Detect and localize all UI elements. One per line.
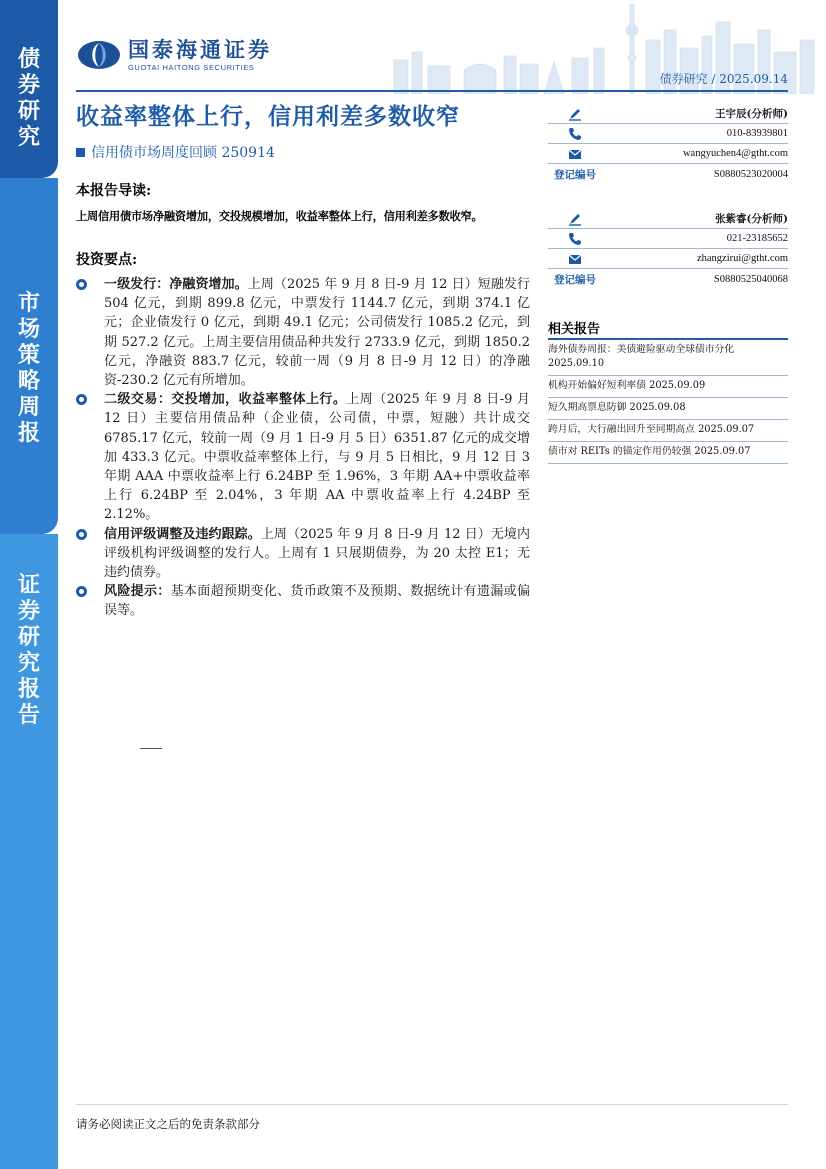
analyst-email[interactable]: zhangzirui@gtht.com: [696, 253, 788, 264]
registration-number: S0880523020004: [713, 168, 788, 180]
header-divider: [76, 90, 788, 92]
analyst-phone: 021-23185652: [726, 233, 788, 244]
intro-text: 上周信用债市场净融资增加，交投规模增加，收益率整体上行，信用利差多数收窄。: [76, 209, 483, 223]
point-risk-warning: [76, 582, 530, 620]
points-heading: 投资要点:: [76, 252, 138, 268]
analyst-phone-row: [548, 229, 788, 249]
footer-divider: [76, 1104, 788, 1105]
circle-bullet-icon: [76, 529, 87, 540]
sidebar-block-market-strategy: [0, 178, 58, 534]
point-primary-issuance: [76, 275, 530, 390]
point-head: 一级发行：净融资增加。: [104, 277, 248, 292]
sidebar-block-research-report: [0, 534, 58, 1169]
related-report-item[interactable]: 跨月后，大行融出回升至同期高点 2025.09.07: [548, 420, 788, 442]
pen-icon: [568, 107, 582, 121]
phone-icon: [568, 232, 582, 246]
analyst-email-row: [548, 249, 788, 269]
sidebar-label-research-report: 证券研究报告: [17, 572, 40, 728]
point-head: 风险提示：: [104, 584, 171, 600]
analyst-name: 王宇辰(分析师): [715, 108, 788, 120]
report-subtitle-text: 信用债市场周度回顾 250914: [91, 145, 275, 161]
intro-heading: 本报告导读:: [76, 183, 152, 199]
related-reports-list: [548, 338, 788, 464]
sidebar-block-bond-research: [0, 0, 58, 178]
point-body: 基本面超预期变化、货币政策不及预期、数据统计有遗漏或偏误等。: [104, 584, 530, 619]
sidebar-label-bond-research: 债券研究: [17, 46, 40, 150]
analyst-registration-row: [548, 269, 788, 289]
analyst-card-1: [548, 104, 788, 184]
circle-bullet-icon: [76, 394, 87, 405]
analyst-name-row: [548, 104, 788, 124]
report-category-date: 债券研究 / 2025.09.14: [659, 72, 788, 86]
disclaimer-note: 请务必阅读正文之后的免责条款部分: [76, 1117, 260, 1131]
pen-icon: [568, 212, 582, 226]
related-report-item[interactable]: 机构开始偏好短利率债 2025.09.09: [548, 376, 788, 398]
point-body: 上周（2025 年 9 月 8 日-9 月 12 日）短融发行 504 亿元，到期 899.8 亿元，中票发行 1144.7 亿元，到期 374.1 亿元；企业债发行 0 亿元，到期 49.1 亿元；公司债发行 1085.2 亿元，到期 527.2 亿元。上周主要信用债品种共发行 2733.9 亿元，到期 1850.2 亿元，净融资 883.7 亿元，较前一周（9 月 8 日-9 月 12 日）的净融资-230.2 亿元有所增加。: [104, 277, 530, 389]
related-report-item[interactable]: 海外债券周报：美债避险驱动全球债市分化 2025.09.10: [548, 340, 788, 376]
registration-label: 登记编号: [554, 273, 596, 286]
related-report-item[interactable]: 债市对 REITs 的锚定作用仍较强 2025.09.07: [548, 442, 788, 464]
analyst-registration-row: [548, 164, 788, 184]
logo-chinese-name: 国泰海通证券: [128, 38, 272, 62]
point-head: 信用评级调整及违约跟踪。: [104, 526, 261, 542]
analyst-name-row: [548, 209, 788, 229]
point-body: 上周（2025 年 9 月 8 日-9 月 12 日）无境内评级机构评级调整的发行人。上周有 1 只展期债券，为 20 太控 E1；无违约债券。: [104, 526, 530, 581]
left-sidebar: [0, 0, 58, 1169]
logo-mark-icon: [76, 39, 122, 71]
analyst-email[interactable]: wangyuchen4@gtht.com: [682, 148, 788, 159]
circle-bullet-icon: [76, 586, 87, 597]
point-head: 二级交易：交投增加，收益率整体上行。: [104, 392, 347, 408]
report-subtitle: [76, 142, 275, 162]
report-title: 收益率整体上行，信用利差多数收窄: [76, 103, 460, 130]
related-reports-heading: 相关报告: [548, 322, 601, 337]
analyst-email-row: [548, 144, 788, 164]
circle-bullet-icon: [76, 279, 87, 290]
company-logo: [76, 38, 272, 72]
logo-english-name: GUOTAI HAITONG SECURITIES: [128, 63, 255, 72]
point-secondary-trading: [76, 390, 530, 524]
analyst-card-2: [548, 209, 788, 289]
analyst-phone: 010-83939801: [726, 128, 788, 139]
point-rating-default: [76, 525, 530, 583]
point-body: 上周（2025 年 9 月 8 日-9 月 12 日）主要信用债品种（企业债，公司债，中票，短融）共计成交 6785.17 亿元，较前一周（9 月 1 日-9 月 5 日）6351.87 亿元的成交增加 433.3 亿元。中票收益率整体上行，与 9 月 5 日相比，9 月 12 日 3 年期 AAA 中票收益率上行 6.24BP 至 1.96%，3 年期 AA+中票收益率上行 6.24BP 至 2.04%，3 年期 AA 中票收益率上行 4.24BP 至 2.12%。: [104, 392, 530, 523]
registration-number: S0880525040068: [713, 273, 788, 285]
sidebar-label-market-strategy: 市场策略周报: [17, 290, 40, 446]
mail-icon: [568, 147, 582, 161]
related-report-item[interactable]: 短久期高票息防御 2025.09.08: [548, 398, 788, 420]
phone-icon: [568, 127, 582, 141]
decorative-dash: [140, 748, 162, 749]
registration-label: 登记编号: [554, 168, 596, 181]
square-bullet-icon: [76, 148, 85, 157]
analyst-phone-row: [548, 124, 788, 144]
investment-points-list: [76, 275, 530, 621]
analyst-name: 张紫睿(分析师): [715, 213, 788, 225]
mail-icon: [568, 252, 582, 266]
